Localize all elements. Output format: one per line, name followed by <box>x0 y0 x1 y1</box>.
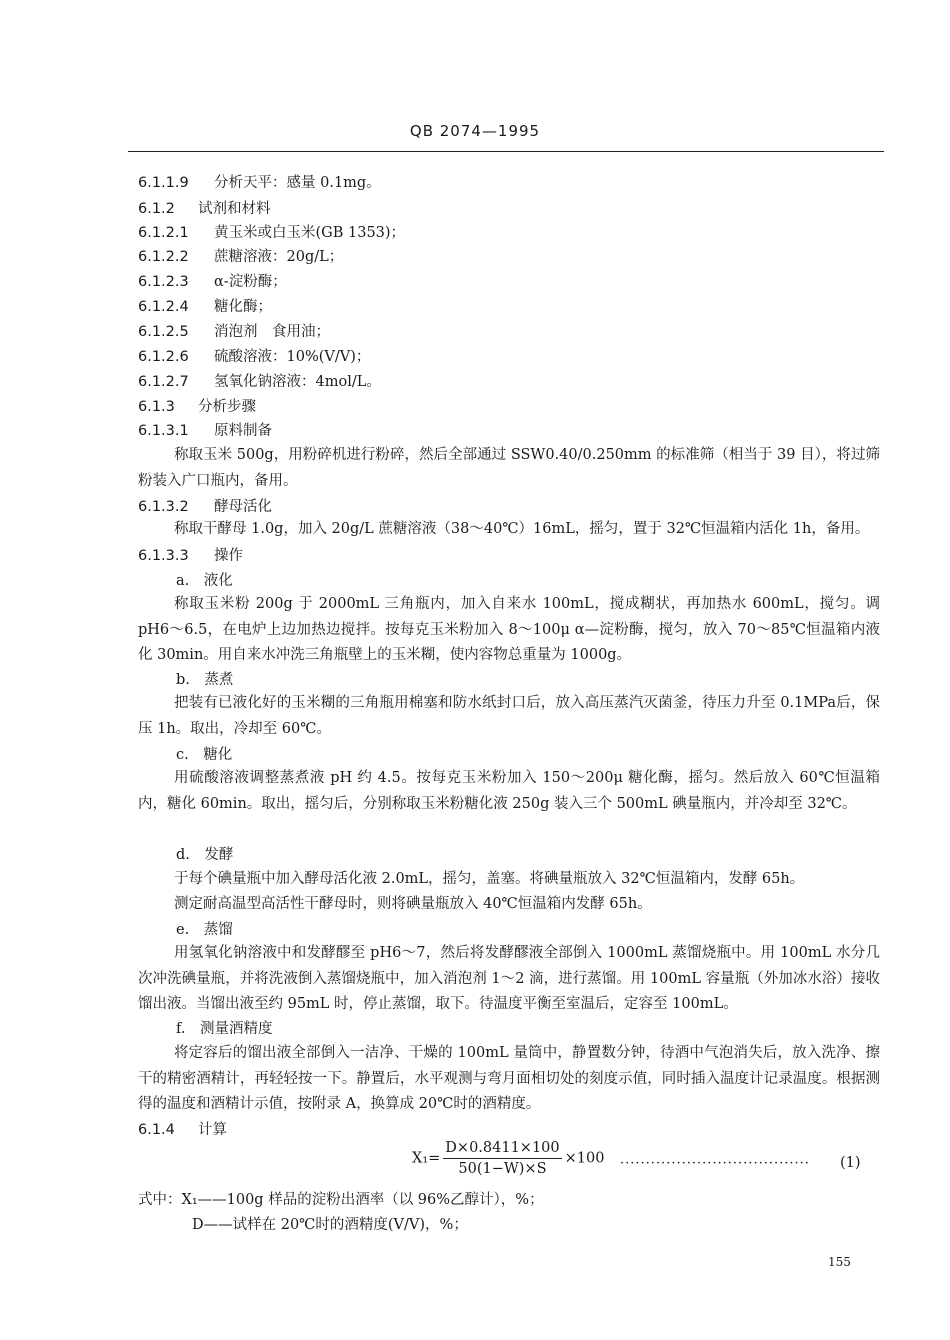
equation-number: (1) <box>840 1155 861 1171</box>
clause-line <box>138 248 343 266</box>
clause-text: 糖化酶； <box>214 299 272 315</box>
clause-number: 6.1.3 <box>138 399 175 415</box>
step-heading: c. 糖化 <box>176 747 233 763</box>
clause-text: 操作 <box>214 548 243 564</box>
clause-text: 试剂和材料 <box>198 201 271 217</box>
paragraph-fermentation: 于每个碘量瓶中加入酵母活化液 2.0mL，摇匀，盖塞。将碘量瓶放入 32℃恒温箱内，发酵 65h。 <box>174 871 805 887</box>
clause-text: 硫酸溶液：10%(V/V)； <box>214 349 371 365</box>
clause-text: 氢氧化钠溶液：4mol/L。 <box>214 374 381 390</box>
clause-number: 6.1.3.1 <box>138 423 189 439</box>
paragraph-liquefaction: 称取玉米粉 200g 于 2000mL 三角瓶内，加入自来水 100mL，搅成糊状，再加热水 600mL，搅匀。调 pH6～6.5，在电炉上边加热边搅拌。按每克玉米粉加入 8～100μ α—淀粉酶，搅匀，放入 70～85℃恒温箱内液化 30min。用自来水冲洗三角瓶壁上的玉米糊，使内容物总重量为 1000g。 <box>138 596 880 663</box>
step-heading: e. 蒸馏 <box>176 922 233 938</box>
page-number: 155 <box>828 1255 851 1269</box>
variable-definition: D——试样在 20℃时的酒精度(V/V)，%； <box>192 1217 468 1233</box>
step-heading: d. 发酵 <box>176 847 234 863</box>
formula-fraction <box>443 1140 561 1177</box>
clause-line <box>138 348 370 366</box>
formula-numerator: D×0.8411×100 <box>443 1140 561 1159</box>
clause-line <box>138 498 272 516</box>
clause-line <box>138 547 243 565</box>
clause-number: 6.1.2.3 <box>138 274 189 290</box>
clause-number: 6.1.2.5 <box>138 324 189 340</box>
clause-text: 黄玉米或白玉米(GB 1353)； <box>214 225 406 241</box>
paragraph-cooking: 把装有已液化好的玉米糊的三角瓶用棉塞和防水纸封口后，放入高压蒸汽灭菌釜，待压力升至 0.1MPa后，保压 1h。取出，冷却至 60℃。 <box>138 695 880 737</box>
clause-number: 6.1.2.2 <box>138 249 189 265</box>
paragraph-raw-material: 称取玉米 500g，用粉碎机进行粉碎，然后全部通过 SSW0.40/0.250mm 的标准筛（相当于 39 目），将过筛粉装入广口瓶内，备用。 <box>138 447 880 489</box>
clause-number: 6.1.2.7 <box>138 374 189 390</box>
paragraph-saccharification: 用硫酸溶液调整蒸煮液 pH 约 4.5。按每克玉米粉加入 150～200μ 糖化酶，摇匀。然后放入 60℃恒温箱内，糖化 60min。取出，摇匀后，分别称取玉米粉糖化液 250g 装入三个 500mL 碘量瓶内，并冷却至 32℃。 <box>138 770 880 812</box>
document-header: QB 2074—1995 <box>409 122 541 140</box>
clause-line <box>138 373 381 391</box>
clause-number: 6.1.2.1 <box>138 225 189 241</box>
clause-line <box>138 298 272 316</box>
formula <box>412 1140 604 1177</box>
clause-text: 消泡剂 食用油； <box>214 324 330 340</box>
clause-text: α-淀粉酶； <box>214 274 287 290</box>
clause-line <box>138 224 405 242</box>
clause-line <box>138 174 381 192</box>
formula-denominator: 50(1−W)×S <box>458 1161 547 1177</box>
clause-line <box>138 1121 227 1139</box>
clause-number: 6.1.2.4 <box>138 299 189 315</box>
clause-line <box>138 323 330 341</box>
paragraph-alcohol-measurement: 将定容后的馏出液全部倒入一洁净、干燥的 100mL 量筒中，静置数分钟，待酒中气泡消失后，放入洗净、擦干的精密酒精计，再轻轻按一下。静置后，水平观测与弯月面相切处的刻度示值，同时插入温度计记录温度。根据测得的温度和酒精计示值，按附录 A，换算成 20℃时的酒精度。 <box>138 1045 880 1112</box>
paragraph-yeast-activation: 称取干酵母 1.0g，加入 20g/L 蔗糖溶液（38～40℃）16mL，摇匀，置于 32℃恒温箱内活化 1h，备用。 <box>174 521 870 537</box>
clause-number: 6.1.2 <box>138 201 175 217</box>
clause-text: 酵母活化 <box>214 499 272 515</box>
clause-text: 原料制备 <box>214 423 272 439</box>
clause-line <box>138 273 287 291</box>
clause-number: 6.1.3.2 <box>138 499 189 515</box>
clause-line <box>138 398 256 416</box>
clause-text: 分析步骤 <box>198 399 256 415</box>
formula-lhs: X₁= <box>412 1150 441 1167</box>
clause-number: 6.1.4 <box>138 1122 175 1138</box>
clause-line <box>138 200 271 218</box>
step-heading: b. 蒸煮 <box>176 672 234 688</box>
clause-line <box>138 422 272 440</box>
clause-number: 6.1.1.9 <box>138 175 189 191</box>
clause-number: 6.1.3.3 <box>138 548 189 564</box>
step-heading: f. 测量酒精度 <box>176 1021 273 1037</box>
formula-tail: ×100 <box>564 1150 605 1167</box>
header-rule <box>128 151 884 152</box>
formula-leader-dots: ····································· <box>620 1156 810 1171</box>
paragraph-distillation: 用氢氧化钠溶液中和发酵醪至 pH6～7，然后将发酵醪液全部倒入 1000mL 蒸馏烧瓶中。用 100mL 水分几次冲洗碘量瓶，并将洗液倒入蒸馏烧瓶中，加入消泡剂 1～2 滴，进行蒸馏。用 100mL 容量瓶（外加冰水浴）接收馏出液。当馏出液至约 95mL 时，停止蒸馏，取下。待温度平衡至室温后，定容至 100mL。 <box>138 945 880 1012</box>
variable-definition: 式中：X₁——100g 样品的淀粉出酒率（以 96%乙醇计），%； <box>138 1192 544 1208</box>
paragraph-fermentation-note: 测定耐高温型高活性干酵母时，则将碘量瓶放入 40℃恒温箱内发酵 65h。 <box>174 896 652 912</box>
clause-text: 计算 <box>198 1122 227 1138</box>
step-heading: a. 液化 <box>176 573 233 589</box>
clause-text: 分析天平：感量 0.1mg。 <box>214 175 381 191</box>
clause-number: 6.1.2.6 <box>138 349 189 365</box>
clause-text: 蔗糖溶液：20g/L； <box>214 249 344 265</box>
